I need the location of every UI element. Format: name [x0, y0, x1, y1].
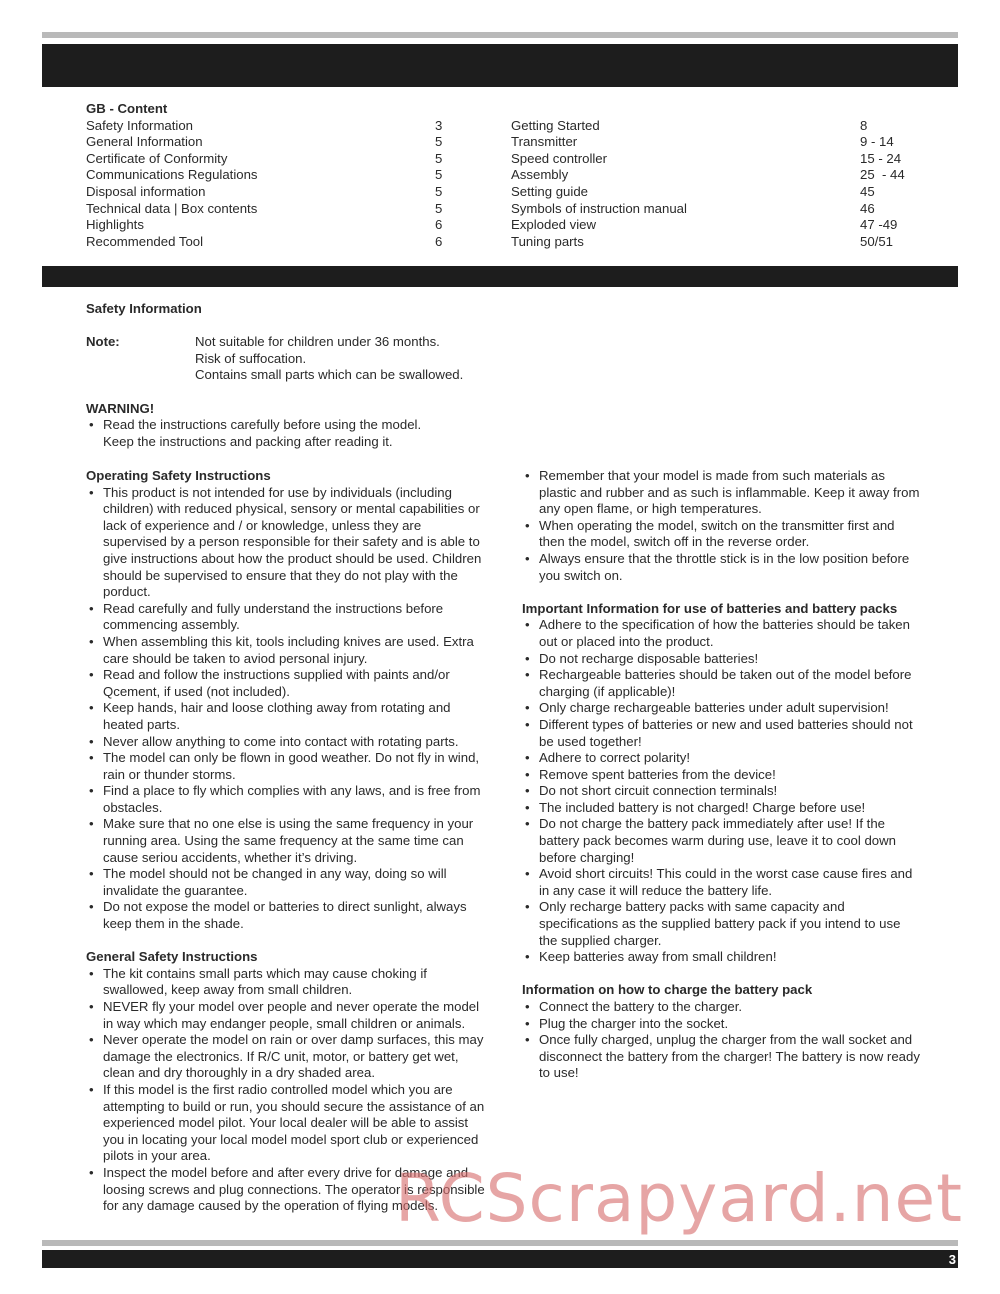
toc-page: 46: [860, 200, 875, 216]
list-item: • Adhere to the specification of how the batteries should be taken out or placed into the product.: [522, 617, 922, 650]
operating-list: [86, 485, 486, 933]
list-item: • Connect the battery to the charger.: [522, 999, 922, 1016]
toc-entry[interactable]: [511, 217, 911, 234]
batteries-list: [522, 617, 922, 965]
batteries-title: Important Information for use of batteries and battery packs: [522, 600, 898, 616]
list-item: • Avoid short circuits! This could in the worst case cause fires and in any case it will reduce the battery life.: [522, 866, 922, 899]
list-item: • Keep hands, hair and loose clothing away from rotating and heated parts.: [86, 700, 486, 733]
toc-right-column: [511, 118, 911, 251]
note-line: Contains small parts which can be swallowed.: [195, 367, 464, 383]
list-item: • Do not charge the battery pack immediately after use! If the battery pack becomes warm during use, leave it to cool down before charging!: [522, 816, 922, 866]
toc-entry[interactable]: [511, 167, 911, 184]
list-item: • Remove spent batteries from the device!: [522, 767, 922, 784]
toc-label: Recommended Tool: [86, 233, 204, 249]
toc-page: 8: [860, 117, 868, 133]
toc-entry[interactable]: [86, 184, 446, 201]
list-item: • NEVER fly your model over people and never operate the model in way which may endanger people, small children or animals.: [86, 999, 486, 1032]
note-label: Note:: [86, 334, 120, 350]
top-grey-bar: [42, 32, 958, 38]
toc-left-column: [86, 118, 446, 251]
toc-entry[interactable]: [86, 118, 446, 135]
list-item: • Keep batteries away from small children!: [522, 949, 922, 966]
top-header-bar: [42, 44, 958, 87]
toc-page: 5: [435, 200, 443, 216]
toc-entry[interactable]: [511, 234, 911, 251]
charging-list: [522, 999, 922, 1082]
list-item: • This product is not intended for use by individuals (including children) with reduced physical, sensory or mental capabilities or lack of experience and / or knowledge, unless they are supervised by a person responsible for their safety and is able to give instructions about how the product should be used. Children should be supervised to ensure that they do not play with the porduct.: [86, 485, 486, 601]
continued-list: [522, 468, 922, 584]
toc-entry[interactable]: [511, 201, 911, 218]
list-item: • When operating the model, switch on the transmitter first and then the model, switch off in the reverse order.: [522, 518, 922, 551]
toc-page: 5: [435, 167, 443, 183]
warning-item: [86, 417, 586, 450]
list-item: • Remember that your model is made from such materials as plastic and rubber and as such is inflammable. Keep it away from any open flame, or high temperatures.: [522, 468, 922, 518]
operating-title: Operating Safety Instructions: [86, 468, 271, 483]
list-item: • Make sure that no one else is using the same frequency in your running area. Using the same frequency at the same time can cause seriou accidents, whether it’s driving.: [86, 816, 486, 866]
toc-label: Exploded view: [511, 217, 597, 233]
toc-page: 3: [435, 117, 443, 133]
toc-label: Setting guide: [511, 183, 588, 199]
list-item: • Read carefully and fully understand the instructions before commencing assembly.: [86, 601, 486, 634]
section-title: Safety Information: [86, 301, 202, 316]
list-item: • Inspect the model before and after every drive for damage and loosing screws and plug connections. The operator is responsible for any damage caused by the operation of flying models.: [86, 1165, 486, 1215]
toc-page: 25 - 44: [860, 167, 905, 183]
left-column: [86, 468, 486, 1215]
toc-label: Highlights: [86, 217, 144, 233]
list-item: • Always ensure that the throttle stick is in the low position before you switch on.: [522, 551, 922, 584]
toc-entry[interactable]: [86, 217, 446, 234]
toc-label: Certificate of Conformity: [86, 150, 228, 166]
toc-page: 9 - 14: [860, 134, 894, 150]
list-item: • Do not short circuit connection terminals!: [522, 783, 922, 800]
toc-page: 5: [435, 150, 443, 166]
list-item: • Once fully charged, unplug the charger from the wall socket and disconnect the battery from the charger! The battery is now ready to use!: [522, 1032, 922, 1082]
toc-entry[interactable]: [86, 151, 446, 168]
toc-label: General Information: [86, 134, 203, 150]
toc-label: Assembly: [511, 167, 569, 183]
toc-entry[interactable]: [511, 134, 911, 151]
safety-intro: [86, 301, 586, 450]
list-item: • Do not recharge disposable batteries!: [522, 651, 922, 668]
toc-entry[interactable]: [86, 201, 446, 218]
toc-label: Tuning parts: [511, 233, 584, 249]
warning-title: WARNING!: [86, 400, 155, 416]
list-item: • Plug the charger into the socket.: [522, 1016, 922, 1033]
list-item: • Rechargeable batteries should be taken out of the model before charging (if applicable)!: [522, 667, 922, 700]
toc-label: Safety Information: [86, 117, 194, 133]
warning-line: Keep the instructions and packing after reading it.: [103, 433, 393, 449]
list-item: • Only charge rechargeable batteries under adult supervision!: [522, 700, 922, 717]
toc-page: 5: [435, 183, 443, 199]
list-item: • Only recharge battery packs with same capacity and specifications as the supplied battery pack if you intend to use the supplied charger.: [522, 899, 922, 949]
toc-entry[interactable]: [511, 151, 911, 168]
section-divider-bar: [42, 266, 958, 287]
watermark: RCScrapyard.net: [395, 1160, 963, 1237]
list-item: • Do not expose the model or batteries to direct sunlight, always keep them in the shade.: [86, 899, 486, 932]
toc-label: Getting Started: [511, 117, 600, 133]
toc-page: 15 - 24: [860, 150, 902, 166]
toc-label: Symbols of instruction manual: [511, 200, 687, 216]
toc-entry[interactable]: [86, 234, 446, 251]
general-title: General Safety Instructions: [86, 949, 258, 965]
list-item: • Different types of batteries or new and used batteries should not be used together!: [522, 717, 922, 750]
toc-entry[interactable]: [511, 184, 911, 201]
right-column: [522, 468, 922, 1082]
page-number: 3: [948, 1252, 956, 1267]
toc-entry[interactable]: [511, 118, 911, 135]
toc-label: Speed controller: [511, 150, 608, 166]
list-item: • Find a place to fly which complies with any laws, and is free from obstacles.: [86, 783, 486, 816]
toc-page: 47 -49: [860, 217, 898, 233]
toc-page: 6: [435, 217, 443, 233]
note-block: [86, 334, 586, 384]
toc-label: Disposal information: [86, 183, 206, 199]
toc-label: Transmitter: [511, 134, 578, 150]
list-item: • When assembling this kit, tools including knives are used. Extra care should be taken to aviod personal injury.: [86, 634, 486, 667]
footer-bar: [42, 1250, 958, 1268]
charging-title: Information on how to charge the battery pack: [522, 982, 813, 998]
toc-entry[interactable]: [86, 167, 446, 184]
toc-entry[interactable]: [86, 134, 446, 151]
list-item: • The model should not be changed in any way, doing so will invalidate the guarantee.: [86, 866, 486, 899]
list-item: • If this model is the first radio controlled model which you are attempting to build or run, you should secure the assistance of an experienced model pilot. Your local dealer will be able to assist you in locating your local model model sport club or experienced pilots in your area.: [86, 1082, 486, 1165]
toc-page: 5: [435, 134, 443, 150]
list-item: • The kit contains small parts which may cause choking if swallowed, keep away from small children.: [86, 966, 486, 999]
bottom-grey-bar: [42, 1240, 958, 1246]
note-line: Not suitable for children under 36 months.: [195, 334, 440, 350]
list-item: • The model can only be flown in good weather. Do not fly in wind, rain or thunder storms.: [86, 750, 486, 783]
list-item: • Read and follow the instructions supplied with paints and/or Qcement, if used (not included).: [86, 667, 486, 700]
table-of-contents: [86, 101, 916, 249]
toc-page: 45: [860, 183, 875, 199]
toc-page: 50/51: [860, 233, 894, 249]
list-item: • The included battery is not charged! Charge before use!: [522, 800, 922, 817]
list-item: • Never operate the model on rain or over damp surfaces, this may damage the electronics. If R/C unit, motor, or battery get wet, clean and dry thoroughly in a dry shaded area.: [86, 1032, 486, 1082]
warning-line: Read the instructions carefully before using the model.: [103, 417, 422, 433]
note-line: Risk of suffocation.: [195, 350, 307, 366]
list-item: • Adhere to correct polarity!: [522, 750, 922, 767]
toc-title: GB - Content: [86, 101, 168, 116]
toc-page: 6: [435, 233, 443, 249]
list-item: • Never allow anything to come into contact with rotating parts.: [86, 734, 486, 751]
toc-label: Communications Regulations: [86, 167, 258, 183]
toc-label: Technical data | Box contents: [86, 200, 258, 216]
